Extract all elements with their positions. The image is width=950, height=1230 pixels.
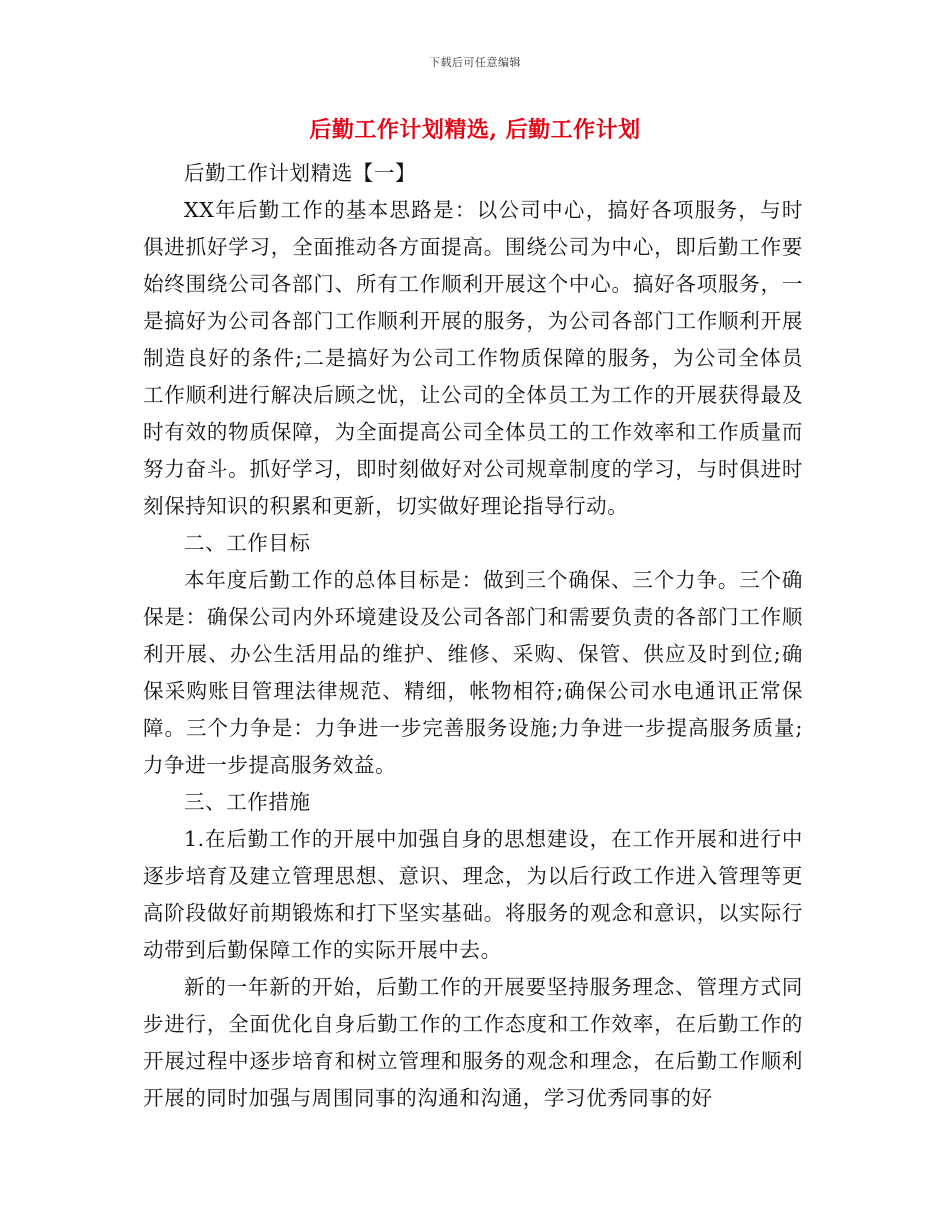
paragraph-new-year: 新的一年新的开始，后勤工作的开展要坚持服务理念、管理方式同步进行，全面优化自身后勤工作的工作态度和工作效率，在后勤工作的开展过程中逐步培育和树立管理和服务的观念和理念，在后勤工作顺利开展的同时加强与周围同事的沟通和沟通，学习优秀同事的好: [143, 975, 803, 1110]
section-heading-3: 三、工作措施: [184, 790, 311, 814]
section-heading-1: 后勤工作计划精选【一】: [184, 161, 417, 185]
document-body: [143, 155, 803, 1117]
header-note: 下载后可任意编辑: [429, 56, 521, 69]
paragraph-work-goals: 本年度后勤工作的总体目标是：做到三个确保、三个力争。三个确保是：确保公司内外环境建设及公司各部门和需要负责的各部门工作顺利开展、办公生活用品的维护、维修、采购、保管、供应及时到位;确保采购账目管理法律规范、精细，帐物相符;确保公司水电通讯正常保障。三个力争是：力争进一步完善服务设施;力争进一步提高服务质量;力争进一步提高服务效益。: [143, 568, 803, 777]
paragraph-basic-idea: XX年后勤工作的基本思路是：以公司中心，搞好各项服务，与时俱进抓好学习，全面推动各方面提高。围绕公司为中心，即后勤工作要始终围绕公司各部门、所有工作顺利开展这个中心。搞好各项服务，一是搞好为公司各部门工作顺利开展的服务，为公司各部门工作顺利开展制造良好的条件;二是搞好为公司工作物质保障的服务，为公司全体员工作顺利进行解决后顾之忧，让公司的全体员工为工作的开展获得最及时有效的物质保障，为全面提高公司全体员工的工作效率和工作质量而努力奋斗。抓好学习，即时刻做好对公司规章制度的学习，与时俱进时刻保持知识的积累和更新，切实做好理论指导行动。: [143, 198, 803, 518]
section-heading-2: 二、工作目标: [184, 531, 311, 555]
paragraph-measure-1: 1.在后勤工作的开展中加强自身的思想建设，在工作开展和进行中逐步培育及建立管理思想、意识、理念，为以后行政工作进入管理等更高阶段做好前期锻炼和打下坚实基础。将服务的观念和意识，以实际行动带到后勤保障工作的实际开展中去。: [143, 827, 803, 962]
document-title: 后勤工作计划精选, 后勤工作计划: [309, 117, 641, 143]
